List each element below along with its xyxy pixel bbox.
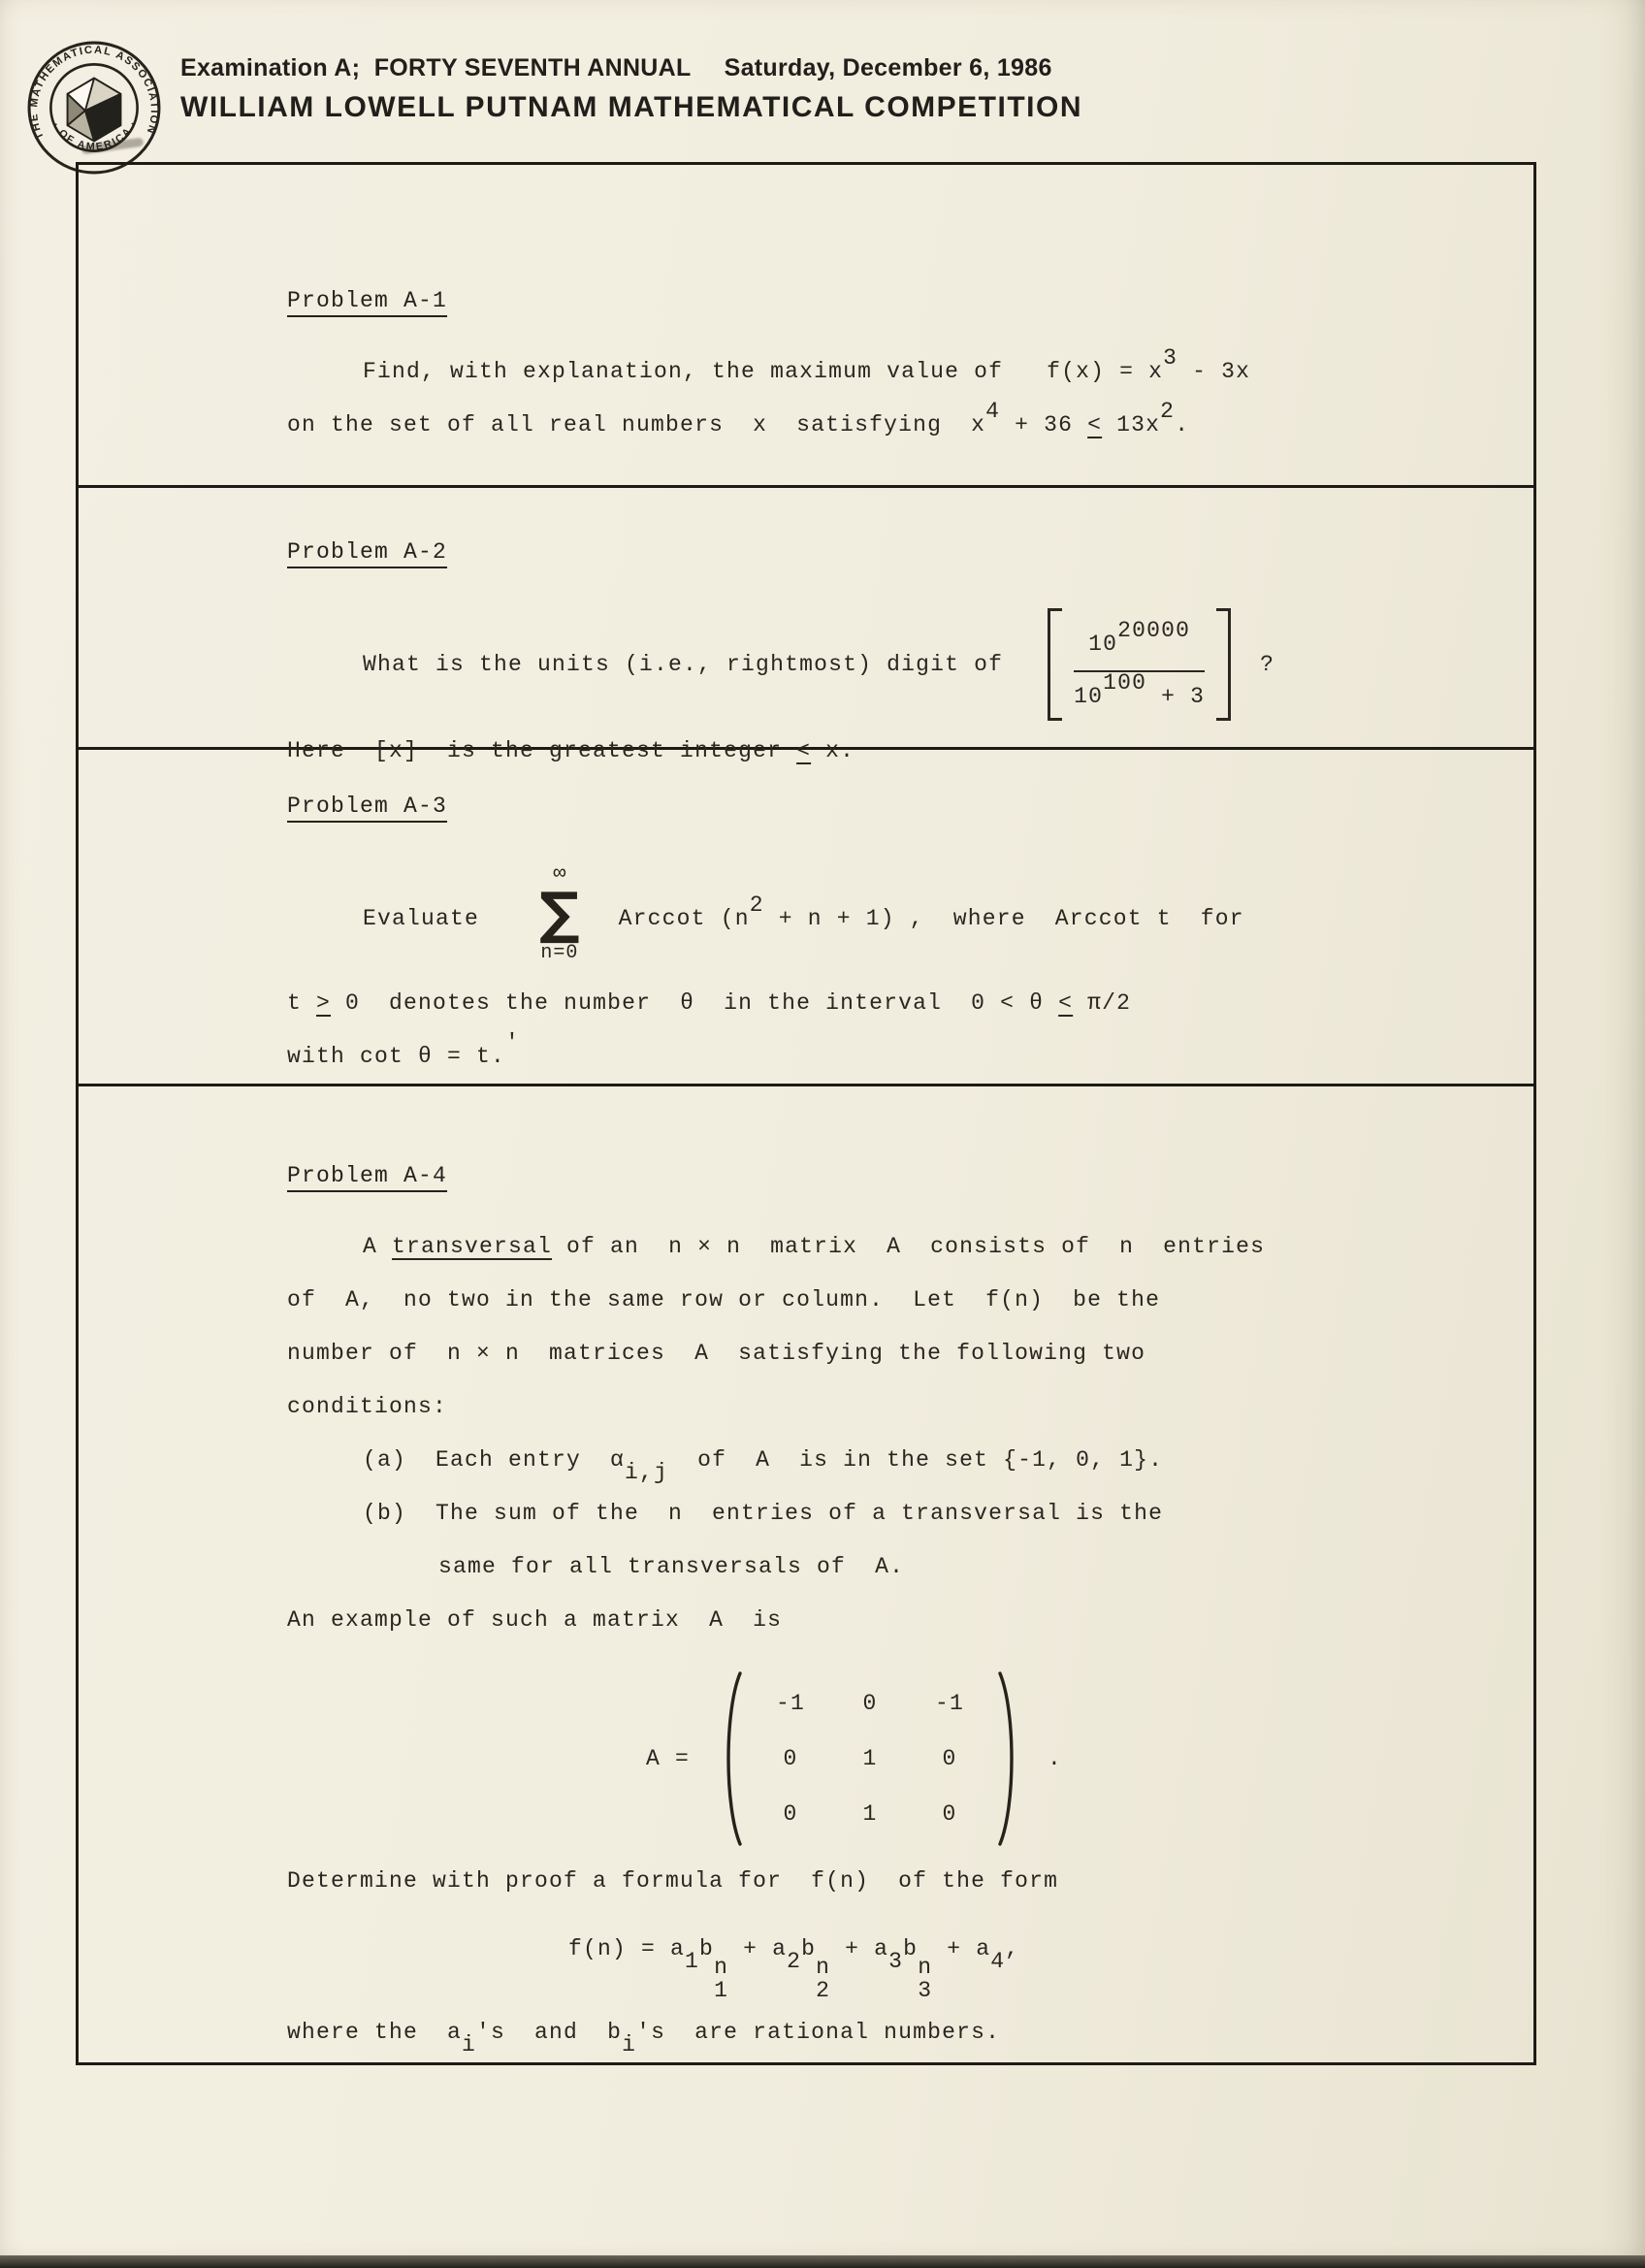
summation-upper-limit: ∞ [553,861,566,886]
problem-a4-line: Determine with proof a formula for f(n) of the form [287,1868,1059,1894]
condition-b-continued: same for all transversals of A. [438,1554,905,1579]
icosahedron-icon [68,79,121,142]
matrix-cell: 0 [862,1691,878,1716]
header [180,54,1082,124]
condition-a: (a) Each entry αi,j of A is in the set {-1, 0, 1}. [363,1447,1164,1485]
problems-box [76,162,1536,2065]
problem-a4-section [79,1086,1533,2065]
problem-a4-line: where the ai's and bi's are rational numbers. [287,2020,1001,2057]
page-title: WILLIAM LOWELL PUTNAM MATHEMATICAL COMPETITION [180,91,1083,123]
problem-a4-line: A transversal of an n × n matrix A consists of n entries [363,1234,1266,1259]
logo-ring-text-top: THE MATHEMATICAL ASSOCIATION [28,44,160,142]
matrix-grid [751,1676,989,1842]
summation [539,862,580,967]
example-matrix [646,1669,1504,1849]
formula-fn: f(n) = a1b n 1 + a2b n 2 + a3b n 3 + a4, [568,1936,1020,2003]
matrix-cell: 0 [783,1801,798,1827]
problem-a4-title: Problem A-4 [287,1163,448,1188]
problem-a4-line: conditions: [287,1394,448,1419]
matrix-cell: 0 [783,1746,798,1771]
fraction-denominator: 10100 + 3 [1074,670,1206,709]
maa-seal-logo [25,39,163,177]
question-mark: ? [1260,652,1274,677]
fraction [1062,614,1216,715]
problem-a4-line: of A, no two in the same row or column. Let f(n) be the [287,1287,1161,1312]
summation-lower-limit: n=0 [540,942,579,964]
problem-a3-line: with cot θ = t.' [287,1030,521,1069]
problem-a2-lead-row [287,608,1504,721]
problem-a1-title: Problem A-1 [287,288,448,313]
matrix-label: A = [646,1746,705,1771]
problem-a1-line: Find, with explanation, the maximum value of f(x) = x3 - 3x [363,345,1251,384]
fraction-numerator: 1020000 [1088,618,1191,657]
problem-a1-section [79,165,1533,485]
scan-edge-bottom [0,2255,1645,2268]
problem-a2-line: Here [x] is the greatest integer < x. [287,738,855,763]
right-bracket-icon [1216,608,1231,721]
matrix-paren-right-icon [995,1669,1020,1849]
problem-a2-title: Problem A-2 [287,539,448,565]
problem-a3-title: Problem A-3 [287,794,448,819]
matrix-cell: 0 [942,1801,957,1827]
problem-a1-line: on the set of all real numbers x satisfying x4 + 36 < 13x2. [287,399,1190,437]
problem-a2-section [79,488,1533,763]
header-exam-line [180,54,1082,82]
matrix-cell: -1 [776,1691,806,1716]
problem-a3-line: t > 0 denotes the number θ in the interval 0 < θ < π/2 [287,990,1132,1016]
problem-a4-line: An example of such a matrix A is [287,1607,783,1633]
exam-label: Examination A; FORTY SEVENTH ANNUAL [180,54,692,81]
problem-a3-lead: Evaluate [363,905,480,931]
problem-a3-after-sum: Arccot (n2 + n + 1) , where Arccot t for [618,891,1244,931]
problem-a2-lead: What is the units (i.e., rightmost) digit of [363,651,1004,677]
problem-a4-line: number of n × n matrices A satisfying the following two [287,1341,1146,1366]
maa-seal-icon [25,39,163,177]
problem-a3-section [79,750,1533,1084]
exam-date: Saturday, December 6, 1986 [724,54,1052,81]
left-bracket-icon [1048,608,1062,721]
logo-ring-text-bottom: · OF AMERICA · [49,117,141,153]
floor-expression [1048,608,1231,721]
problem-a3-sum-row [287,861,1504,971]
matrix-trailing-period: . [1048,1746,1061,1771]
matrix-cell: 0 [942,1746,957,1771]
matrix-cell: 1 [862,1746,878,1771]
matrix-cell: -1 [935,1691,965,1716]
matrix-paren-left-icon [720,1669,745,1849]
matrix-cell: 1 [862,1801,878,1827]
sigma-icon: ∑ [539,880,580,946]
condition-b: (b) The sum of the n entries of a transversal is the [363,1501,1164,1526]
